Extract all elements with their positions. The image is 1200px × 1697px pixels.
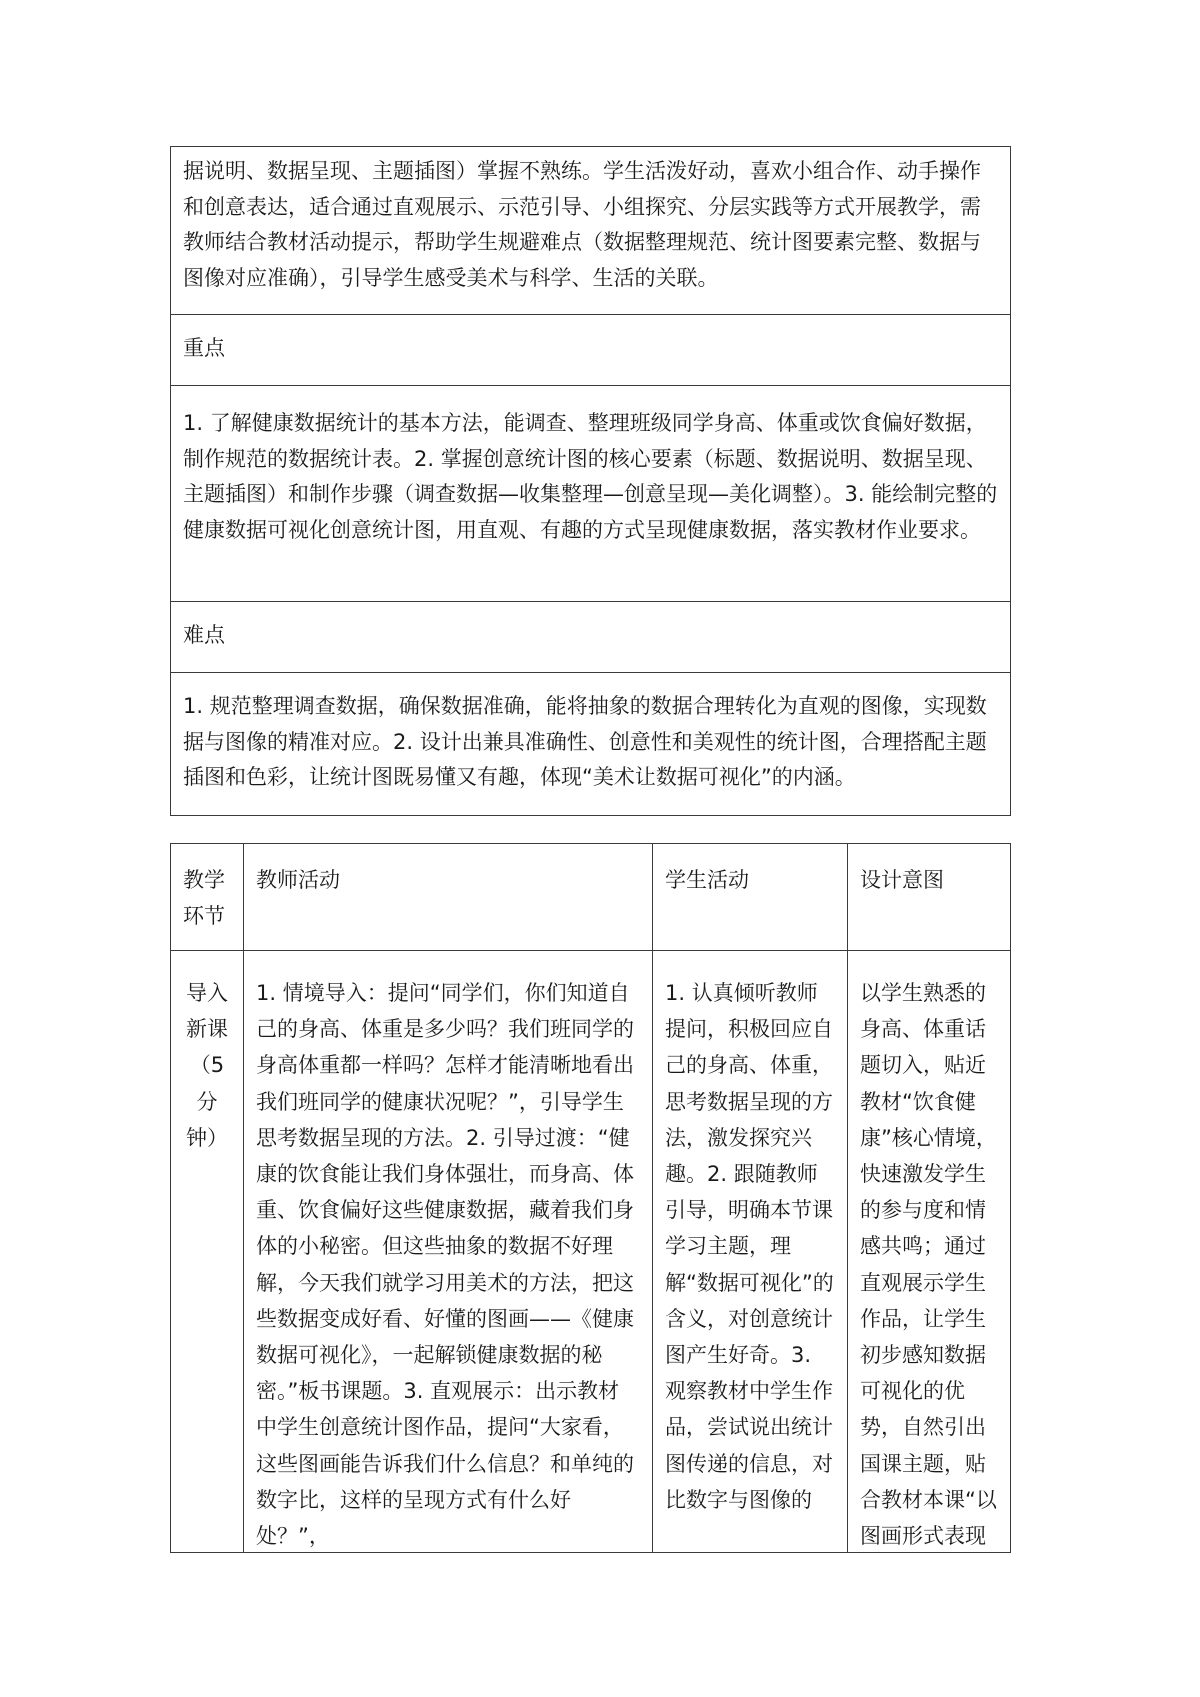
student-activity-cell: 1. 认真倾听教师提问，积极回应自己的身高、体重，思考数据呈现的方法，激发探究兴趣。2. 跟随教师引导，明确本节课学习主题，理解“数据可视化”的含义，对创意统计图产生好奇。3. 观察教材中学生作品，尝试说出统计图传递的信息，对比数字与图像的 — [652, 950, 847, 1552]
stage-cell: 导入新课（5分钟） — [171, 950, 243, 1552]
difficulties-label: 难点 — [171, 601, 1010, 672]
analysis-table — [170, 146, 1011, 816]
key-points-label: 重点 — [171, 314, 1010, 385]
header-student-activity: 学生活动 — [652, 844, 847, 950]
header-stage: 教学环节 — [183, 868, 225, 929]
design-intent-cell: 以学生熟悉的身高、体重话题切入，贴近教材“饮食健康”核心情境，快速激发学生的参与度和情感共鸣；通过直观展示学生作品，让学生初步感知数据可视化的优势，自然引出国课主题，贴合教材本课“以图画形式表现 — [847, 950, 1010, 1552]
key-points-content: 1. 了解健康数据统计的基本方法，能调查、整理班级同学身高、体重或饮食偏好数据，制作规范的数据统计表。2. 掌握创意统计图的核心要素（标题、数据说明、数据呈现、主题插图）和制作步骤（调查数据—收集整理—创意呈现—美化调整）。3. 能绘制完整的健康数据可视化创意统计图，用直观、有趣的方式呈现健康数据，落实教材作业要求。 — [171, 385, 1010, 601]
header-teacher-activity: 教师活动 — [243, 844, 652, 950]
difficulties-content: 1. 规范整理调查数据，确保数据准确，能将抽象的数据合理转化为直观的图像，实现数据与图像的精准对应。2. 设计出兼具准确性、创意性和美观性的统计图，合理搭配主题插图和色彩，让统计图既易懂又有趣，体现“美术让数据可视化”的内涵。 — [171, 672, 1010, 815]
teaching-process-table — [170, 843, 1011, 1553]
teacher-activity-cell: 1. 情境导入：提问“同学们，你们知道自己的身高、体重是多少吗？我们班同学的身高体重都一样吗？怎样才能清晰地看出我们班同学的健康状况呢？”，引导学生思考数据呈现的方法。2. 引导过渡：“健康的饮食能让我们身体强壮，而身高、体重、饮食偏好这些健康数据，藏着我们身体的小秘密。但这些抽象的数据不好理解，今天我们就学习用美术的方法，把这些数据变成好看、好懂的图画——《健康数据可视化》，一起解锁健康数据的秘密。”板书课题。3. 直观展示：出示教材中学生创意统计图作品，提问“大家看，这些图画能告诉我们什么信息？和单纯的数字比，这样的呈现方式有什么好处？”， — [243, 950, 652, 1552]
header-design-intent: 设计意图 — [847, 844, 1010, 950]
student-analysis-cell: 据说明、数据呈现、主题插图）掌握不熟练。学生活泼好动，喜欢小组合作、动手操作和创意表达，适合通过直观展示、示范引导、小组探究、分层实践等方式开展教学，需教师结合教材活动提示，帮助学生规避难点（数据整理规范、统计图要素完整、数据与图像对应准确），引导学生感受美术与科学、生活的关联。 — [183, 159, 981, 290]
